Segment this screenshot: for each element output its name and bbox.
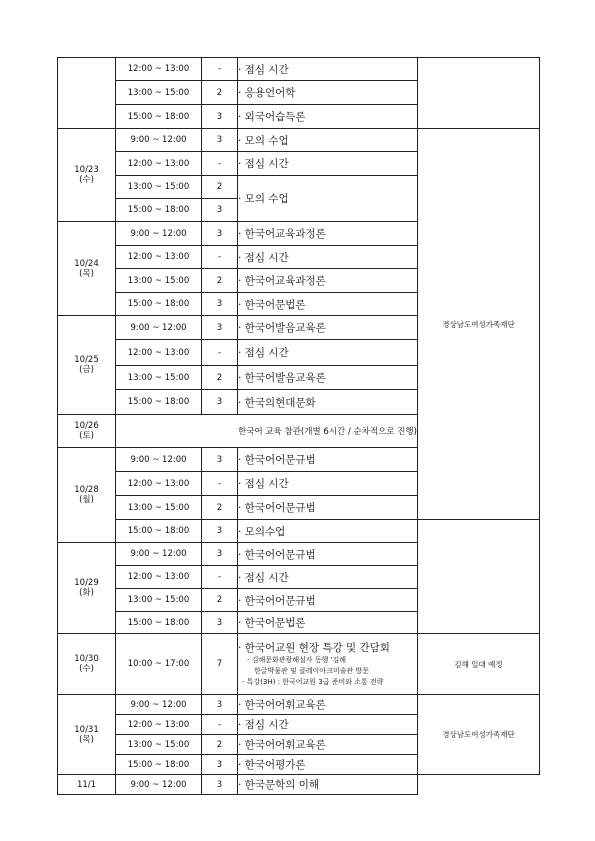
detail-line: - 특강(3H) : 한국어교원 3급 준비와 소통 전략: [242, 677, 384, 686]
location-cell: [418, 58, 540, 129]
time-cell: 9:00 ~ 12:00: [116, 775, 202, 795]
subject-cell: · 한국어발음교육론: [238, 316, 418, 340]
date-label: 10/24: [74, 258, 99, 269]
subject-cell: · 점심 시간: [238, 566, 418, 589]
hours-cell: 3: [202, 448, 238, 472]
date-cell: [58, 543, 116, 634]
hours-cell: 3: [202, 755, 238, 775]
subject-cell: · 응용언어학: [238, 81, 418, 105]
time-cell: 13:00 ~ 15:00: [116, 366, 202, 390]
hours-cell: 3: [202, 695, 238, 715]
time-cell: 9:00 ~ 12:00: [116, 129, 202, 152]
time-cell: 13:00 ~ 15:00: [116, 269, 202, 293]
day-label: (목): [79, 268, 94, 279]
time-cell: 15:00 ~ 18:00: [116, 105, 202, 129]
time-cell: 12:00 ~ 13:00: [116, 152, 202, 176]
date-label: 10/29: [74, 578, 99, 588]
time-cell: 13:00 ~ 15:00: [116, 81, 202, 105]
hours-cell: -: [202, 472, 238, 496]
date-cell: [58, 448, 116, 543]
location-cell: 김해 일대 예정: [418, 634, 540, 695]
hours-cell: -: [202, 58, 238, 81]
day-label: (목): [79, 734, 94, 745]
date-cell: [58, 695, 116, 775]
subject-cell: · 한국어어문규범: [238, 496, 418, 520]
hours-cell: -: [202, 246, 238, 269]
time-cell: 13:00 ~ 15:00: [116, 589, 202, 612]
subject-cell: · 한국어어휘교육론: [238, 695, 418, 715]
subject-cell: · 한국어어휘교육론: [238, 735, 418, 755]
hours-cell: 3: [202, 775, 238, 795]
observation-note: 한국어 교육 참관(개별 6시간 / 순차적으로 진행): [116, 415, 540, 448]
table-row: [58, 566, 540, 589]
lecture-title: · 한국어교원 현장 특강 및 간담회: [238, 641, 390, 654]
hours-cell: 3: [202, 543, 238, 566]
table-row: [58, 520, 540, 543]
location-cell: [418, 775, 540, 795]
time-cell: 12:00 ~ 13:00: [116, 58, 202, 81]
detail-line: - 김해문화관광해설사 동행 '김해: [247, 655, 347, 664]
time-cell: 15:00 ~ 18:00: [116, 390, 202, 415]
date-cell: [58, 415, 116, 448]
table-row: [58, 775, 540, 795]
hours-cell: 3: [202, 390, 238, 415]
time-cell: 12:00 ~ 13:00: [116, 340, 202, 366]
table-row: [58, 129, 540, 152]
subject-cell: · 한국어교육과정론: [238, 222, 418, 246]
date-cell: [58, 775, 116, 795]
hours-cell: 3: [202, 520, 238, 543]
subject-cell: · 점심 시간: [238, 152, 418, 176]
time-cell: 15:00 ~ 18:00: [116, 520, 202, 543]
time-cell: 13:00 ~ 15:00: [116, 176, 202, 199]
hours-cell: 2: [202, 589, 238, 612]
table-row: [58, 589, 540, 612]
table-row: [58, 634, 540, 695]
date-cell: [58, 634, 116, 695]
subject-cell: · 점심 시간: [238, 246, 418, 269]
subject-cell: · 한국문학의 이해: [238, 775, 418, 795]
day-label: (화): [79, 588, 94, 598]
subject-cell: · 한국의현대문화: [238, 390, 418, 415]
subject-cell: · 한국어발음교육론: [238, 366, 418, 390]
subject-cell: · 모의 수업: [238, 129, 418, 152]
table-row: [58, 695, 540, 715]
time-cell: 15:00 ~ 18:00: [116, 755, 202, 775]
time-cell: 10:00 ~ 17:00: [116, 634, 202, 695]
hours-cell: -: [202, 566, 238, 589]
subject-cell: · 모의 수업: [238, 176, 418, 222]
hours-cell: 3: [202, 316, 238, 340]
subject-cell: · 한국어문법론: [238, 612, 418, 634]
time-cell: 13:00 ~ 15:00: [116, 496, 202, 520]
hours-cell: 2: [202, 81, 238, 105]
hours-cell: 3: [202, 129, 238, 152]
hours-cell: -: [202, 152, 238, 176]
time-cell: 12:00 ~ 13:00: [116, 715, 202, 735]
detail-line: 한글박물관 및 클레이아크미술관 방문: [254, 666, 369, 675]
time-cell: 12:00 ~ 13:00: [116, 472, 202, 496]
hours-cell: 2: [202, 366, 238, 390]
subject-cell: · 한국어교육과정론: [238, 269, 418, 293]
hours-cell: 3: [202, 199, 238, 222]
date-label: 10/23: [74, 165, 99, 175]
location-cell: 경상남도여성가족재단: [418, 695, 540, 775]
schedule-table: [57, 57, 540, 795]
subject-cell: · 한국어문법론: [238, 293, 418, 316]
subject-cell: · 외국어습득론: [238, 105, 418, 129]
table-row: [58, 612, 540, 634]
subject-cell: [238, 634, 418, 695]
subject-cell: · 한국어평가론: [238, 755, 418, 775]
subject-cell: · 점심 시간: [238, 472, 418, 496]
table-row: [58, 415, 540, 448]
table-row: [58, 58, 540, 81]
hours-cell: 3: [202, 293, 238, 316]
hours-cell: -: [202, 340, 238, 366]
date-label: 10/25: [74, 355, 99, 365]
day-label: (월): [79, 495, 94, 505]
hours-cell: 2: [202, 735, 238, 755]
hours-cell: 7: [202, 634, 238, 695]
date-label: 10/26: [74, 421, 99, 431]
subject-cell: · 한국어어문규범: [238, 589, 418, 612]
time-cell: 13:00 ~ 15:00: [116, 735, 202, 755]
hours-cell: -: [202, 715, 238, 735]
day-label: (수): [79, 664, 94, 674]
hours-cell: 3: [202, 612, 238, 634]
time-cell: 9:00 ~ 12:00: [116, 695, 202, 715]
time-cell: 12:00 ~ 13:00: [116, 566, 202, 589]
hours-cell: 2: [202, 269, 238, 293]
date-label: 10/28: [74, 485, 99, 495]
hours-cell: 2: [202, 176, 238, 199]
subject-cell: · 모의수업: [238, 520, 418, 543]
hours-cell: 3: [202, 105, 238, 129]
time-cell: 15:00 ~ 18:00: [116, 199, 202, 222]
subject-cell: · 한국어어문규범: [238, 448, 418, 472]
date-label: 10/30: [74, 654, 99, 664]
hours-cell: 2: [202, 496, 238, 520]
date-cell: [58, 58, 116, 129]
subject-cell: · 점심 시간: [238, 715, 418, 735]
date-cell: [58, 316, 116, 415]
date-cell: [58, 129, 116, 222]
location-cell: 경상남도여성가족재단: [418, 129, 540, 520]
time-cell: 9:00 ~ 12:00: [116, 448, 202, 472]
day-label: (금): [79, 365, 94, 375]
time-cell: 9:00 ~ 12:00: [116, 222, 202, 246]
day-label: (수): [79, 175, 94, 185]
time-cell: 15:00 ~ 18:00: [116, 612, 202, 634]
time-cell: 9:00 ~ 12:00: [116, 543, 202, 566]
time-cell: 12:00 ~ 13:00: [116, 246, 202, 269]
subject-cell: · 한국어어문규범: [238, 543, 418, 566]
date-label: 11/1: [76, 779, 97, 790]
date-label: 10/31: [74, 724, 99, 735]
time-cell: 9:00 ~ 12:00: [116, 316, 202, 340]
time-cell: 15:00 ~ 18:00: [116, 293, 202, 316]
table-row: [58, 543, 540, 566]
date-cell: [58, 222, 116, 316]
day-label: (토): [79, 431, 94, 441]
hours-cell: 3: [202, 222, 238, 246]
subject-cell: · 점심 시간: [238, 340, 418, 366]
subject-cell: · 점심 시간: [238, 58, 418, 81]
